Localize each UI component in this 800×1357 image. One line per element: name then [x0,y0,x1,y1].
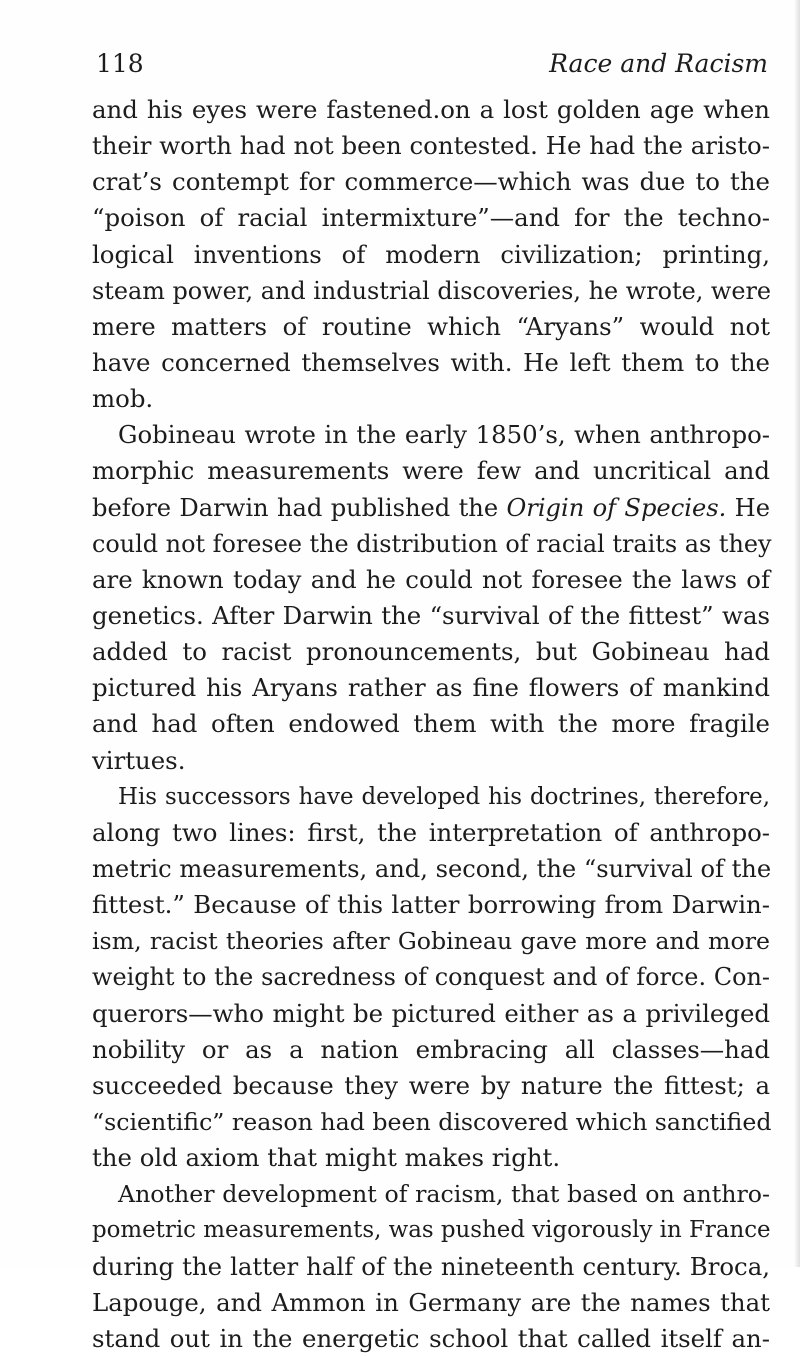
book-title-italic: Origin of Species. [506,493,727,522]
text-line-with-title [92,490,770,526]
text-line: virtues. [92,745,186,775]
text-line: metric measurements, and, second, the “survival of the [92,854,772,883]
text-line: and had often endowed them with the more fragile [92,709,770,739]
text-line: Lapouge, and Ammon in Germany are the names that [92,1287,770,1317]
text-line: steam power, and industrial discoveries, he wrote, were [92,276,772,305]
text-line: have concerned themselves with. He left them to the [92,347,770,377]
paragraph-1 [92,92,770,417]
running-head-title: Race and Racism [549,49,768,78]
text-line: are known today and he could not foresee the laws of [92,564,770,594]
text-line: querors—who might be pictured either as a privileged [92,998,770,1028]
running-head [96,44,768,84]
text-line: and his eyes were fastened.on a lost golden age when [92,95,770,124]
text-line: genetics. After Darwin the “survival of the fittest” was [92,600,770,630]
text-line: mob. [92,384,154,414]
text-line: ism, racist theories after Gobineau gave more and more [92,927,770,956]
text-line: logical inventions of modern civilization; printing, [92,239,770,269]
text-line: could not foresee the distribution of racial traits as they [92,529,772,558]
text-segment: before Darwin had published the [92,493,507,522]
text-line: weight to the sacredness of conquest and of force. Con- [92,963,770,992]
text-line: pometric measurements, was pushed vigorously in France [92,1217,771,1244]
text-line: Gobineau wrote in the early 1850’s, when anthropo- [118,420,770,450]
text-line: added to racist pronouncements, but Gobineau had [92,637,770,667]
page-number: 118 [96,49,144,78]
text-line: mere matters of routine which “Aryans” would not [92,311,770,341]
text-line: their worth had not been contested. He had the aristo- [92,131,770,161]
text-line: fittest.” Because of this latter borrowing from Darwin- [92,890,770,920]
text-line: along two lines: first, the interpretation of anthropo- [92,817,770,847]
text-line: crat’s contempt for commerce—which was due to the [92,167,770,197]
text-line: “scientific” reason had been discovered which sanctified [92,1107,772,1136]
paragraph-3 [92,779,770,1177]
text-line: the old axiom that might makes right. [92,1143,561,1173]
text-line: nobility or as a nation embracing all classes—had [92,1034,770,1064]
text-line: “poison of racial intermixture”—and for the techno- [92,203,770,233]
text-line: during the latter half of the nineteenth century. Broca, [92,1251,770,1281]
text-line: succeeded because they were by nature the fittest; a [92,1070,770,1100]
text-line: pictured his Aryans rather as fine flowers of mankind [92,673,770,703]
text-line: morphic measurements were few and uncritical and [92,456,770,486]
text-line: Another development of racism, that based on anthro- [118,1180,770,1209]
text-line: stand out in the energetic school that called itself an- [92,1323,770,1353]
body-text [92,92,770,1357]
paragraph-2 [92,417,770,778]
text-line: His successors have developed his doctrines, therefore, [118,783,770,810]
text-segment: He [726,493,770,522]
page-edge-shadow [794,0,800,1267]
